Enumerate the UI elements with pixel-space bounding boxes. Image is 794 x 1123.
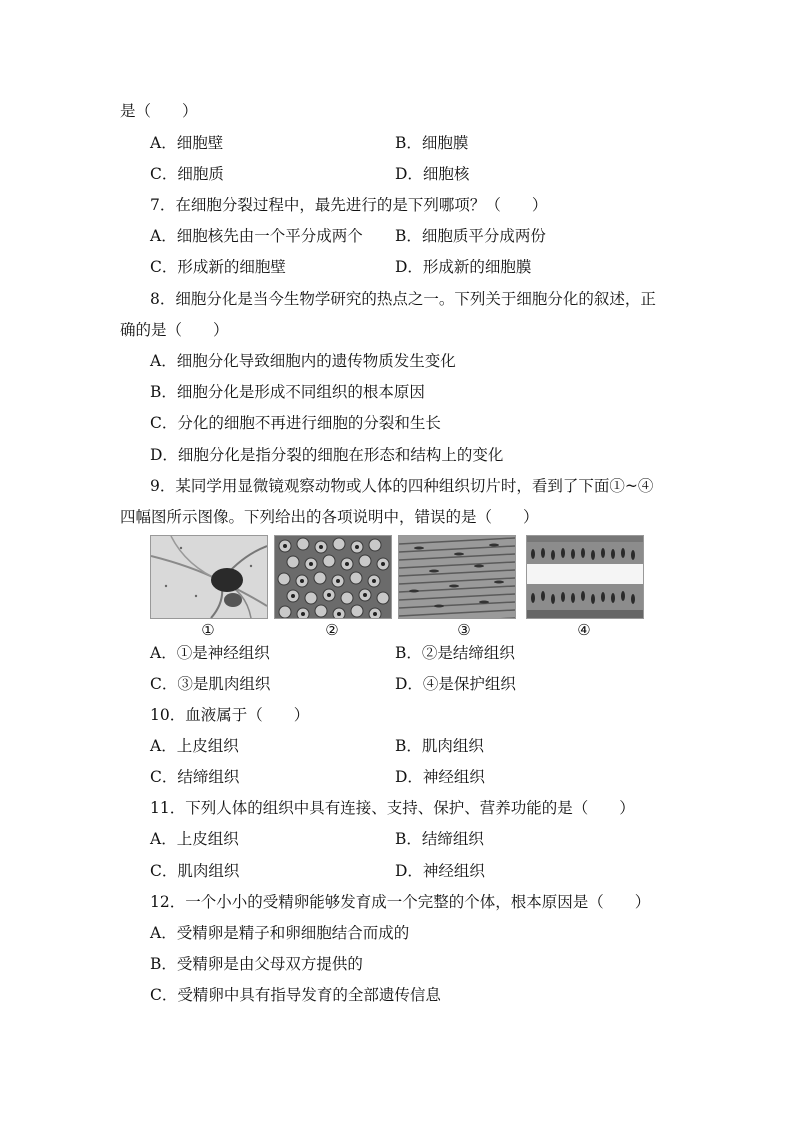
q12-option-b: B．受精卵是由父母双方提供的 (150, 955, 363, 973)
q7-option-b: B．细胞质平分成两份 (395, 227, 546, 245)
q6-option-c: C．细胞质 (150, 165, 224, 183)
q9-option-b: B．②是结缔组织 (395, 644, 515, 662)
q7-stem: 7．在细胞分裂过程中，最先进行的是下列哪项？（ ） (150, 196, 548, 214)
q10-option-b: B．肌肉组织 (395, 737, 484, 755)
q12-stem: 12．一个小小的受精卵能够发育成一个完整的个体，根本原因是（ ） (150, 893, 651, 911)
figure-caption-1: ① (201, 621, 215, 639)
q9-stem-cont: 四幅图所示图像。下列给出的各项说明中，错误的是（ ） (120, 508, 539, 526)
figure-muscle-tissue (398, 535, 516, 619)
figure-caption-2: ② (325, 621, 339, 639)
q6-stem-cont: 是（ ） (120, 102, 198, 120)
q10-stem: 10．血液属于（ ） (150, 706, 310, 724)
q12-option-a: A．受精卵是精子和卵细胞结合而成的 (150, 924, 410, 942)
figure-caption-3: ③ (457, 621, 471, 639)
figure-connective-tissue (274, 535, 392, 619)
q11-stem: 11．下列人体的组织中具有连接、支持、保护、营养功能的是（ ） (150, 799, 635, 817)
q8-option-b: B．细胞分化是形成不同组织的根本原因 (150, 383, 425, 401)
q9-option-d: D．④是保护组织 (395, 675, 516, 693)
q9-option-a: A．①是神经组织 (150, 644, 270, 662)
figure-neuron (150, 535, 268, 619)
q8-stem-cont: 确的是（ ） (120, 321, 229, 339)
q10-option-d: D．神经组织 (395, 768, 485, 786)
q10-option-a: A．上皮组织 (150, 737, 239, 755)
q6-option-d: D．细胞核 (395, 165, 470, 183)
q10-option-c: C．结缔组织 (150, 768, 240, 786)
q11-option-a: A．上皮组织 (150, 830, 239, 848)
q7-option-c: C．形成新的细胞壁 (150, 258, 286, 276)
q7-option-a: A．细胞核先由一个平分成两个 (150, 227, 363, 245)
q12-option-c: C．受精卵中具有指导发育的全部遗传信息 (150, 986, 441, 1004)
q11-option-d: D．神经组织 (395, 862, 485, 880)
q11-option-c: C．肌肉组织 (150, 862, 240, 880)
q8-option-a: A．细胞分化导致细胞内的遗传物质发生变化 (150, 352, 456, 370)
q9-stem: 9．某同学用显微镜观察动物或人体的四种组织切片时，看到了下面①~④ (150, 477, 654, 495)
q8-stem: 8．细胞分化是当今生物学研究的热点之一。下列关于细胞分化的叙述，正 (150, 290, 656, 308)
q9-option-c: C．③是肌肉组织 (150, 675, 271, 693)
q8-option-c: C．分化的细胞不再进行细胞的分裂和生长 (150, 414, 441, 432)
figure-caption-4: ④ (577, 621, 591, 639)
figure-epithelial-tissue (526, 535, 644, 619)
q8-option-d: D．细胞分化是指分裂的细胞在形态和结构上的变化 (150, 446, 504, 464)
q6-option-a: A．细胞壁 (150, 134, 224, 152)
tissue-figures (150, 535, 650, 640)
q7-option-d: D．形成新的细胞膜 (395, 258, 532, 276)
q11-option-b: B．结缔组织 (395, 830, 484, 848)
q6-option-b: B．细胞膜 (395, 134, 469, 152)
